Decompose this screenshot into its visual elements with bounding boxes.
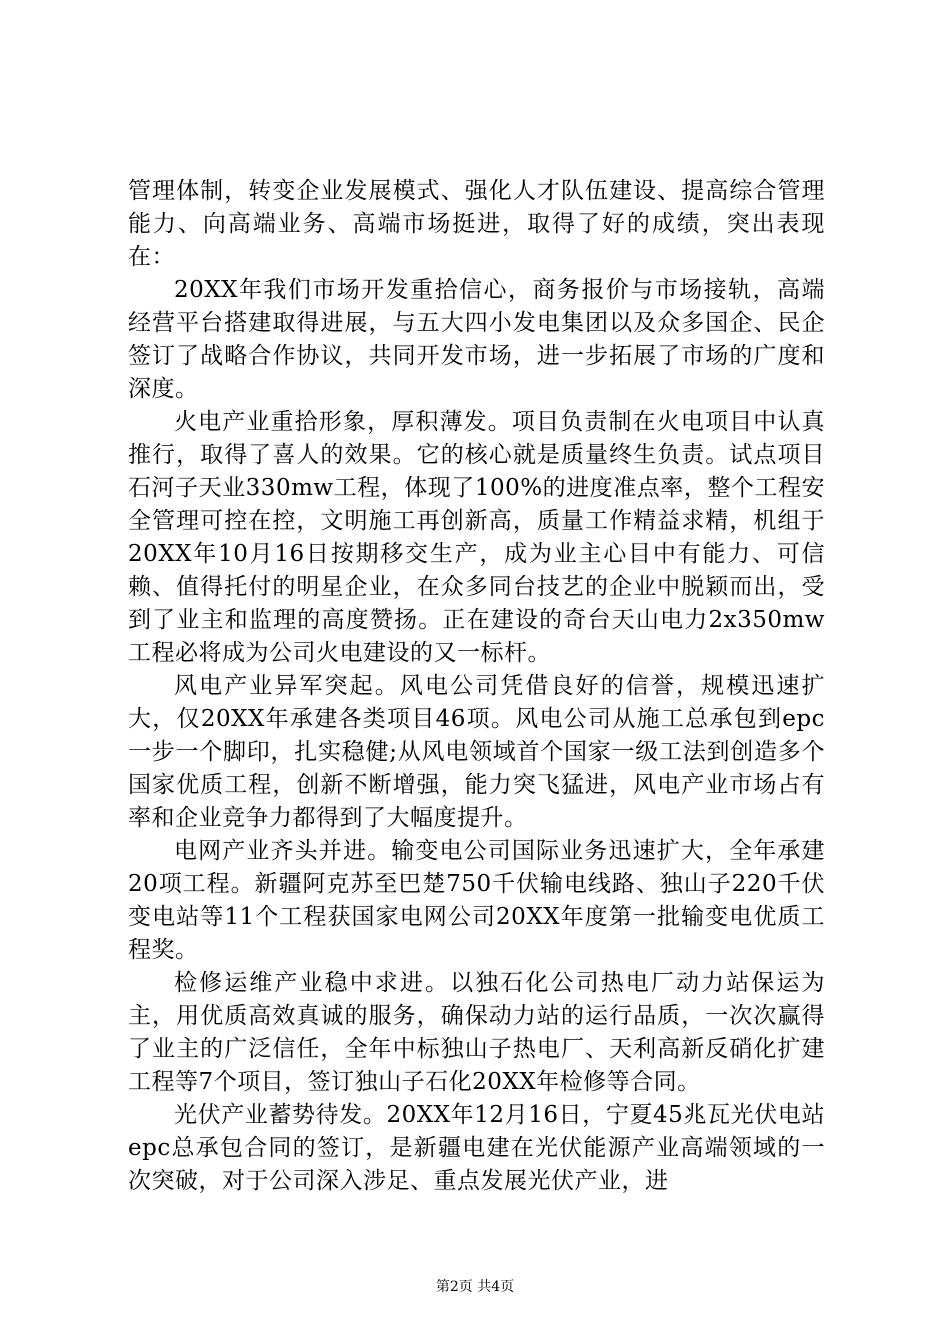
document-body bbox=[128, 175, 825, 1198]
page-number-footer: 第2页 共4页 bbox=[435, 1279, 515, 1295]
paragraph-continuation: 管理体制，转变企业发展模式、强化人才队伍建设、提高综合管理能力、向高端业务、高端市场挺进，取得了好的成绩，突出表现在： bbox=[128, 178, 825, 270]
paragraph-thermal-power: 火电产业重拾形象，厚积薄发。项目负责制在火电项目中认真推行，取得了喜人的效果。它的核心就是质量终生负责。试点项目石河子天业330mw工程，体现了100%的进度准点率，整个工程安全管理可控在控，文明施工再创新高，质量工作精益求精，机组于20XX年10月16日按期移交生产，成为业主心目中有能力、可信赖、值得托付的明星企业，在众多同台技艺的企业中脱颖而出，受到了业主和监理的高度赞扬。正在建设的奇台天山电力2x350mw工程必将成为公司火电建设的又一标杆。 bbox=[128, 409, 825, 666]
paragraph-wind-power: 风电产业异军突起。风电公司凭借良好的信誉，规模迅速扩大，仅20XX年承建各类项目46项。风电公司从施工总承包到epc一步一个脚印，扎实稳健;从风电领域首个国家一级工法到创造多个国家优质工程，创新不断增强，能力突飞猛进，风电产业市场占有率和企业竞争力都得到了大幅度提升。 bbox=[128, 673, 825, 831]
paragraph-market-development: 20XX年我们市场开发重拾信心，商务报价与市场接轨，高端经营平台搭建取得进展，与五大四小发电集团以及众多国企、民企签订了战略合作协议，共同开发市场，进一步拓展了市场的广度和深度。 bbox=[128, 277, 825, 402]
paragraph-power-grid: 电网产业齐头并进。输变电公司国际业务迅速扩大，全年承建20项工程。新疆阿克苏至巴楚750千伏输电线路、独山子220千伏变电站等11个工程获国家电网公司20XX年度第一批输变电优质工程奖。 bbox=[128, 838, 825, 963]
paragraph-maintenance: 检修运维产业稳中求进。以独石化公司热电厂动力站保运为主，用优质高效真诚的服务，确保动力站的运行品质，一次次赢得了业主的广泛信任，全年中标独山子热电厂、天利高新反硝化扩建工程等7个项目，签订独山子石化20XX年检修等合同。 bbox=[128, 970, 825, 1095]
paragraph-photovoltaic: 光伏产业蓄势待发。20XX年12月16日，宁夏45兆瓦光伏电站epc总承包合同的签订，是新疆电建在光伏能源产业高端领域的一次突破，对于公司深入涉足、重点发展光伏产业，进 bbox=[128, 1102, 825, 1194]
